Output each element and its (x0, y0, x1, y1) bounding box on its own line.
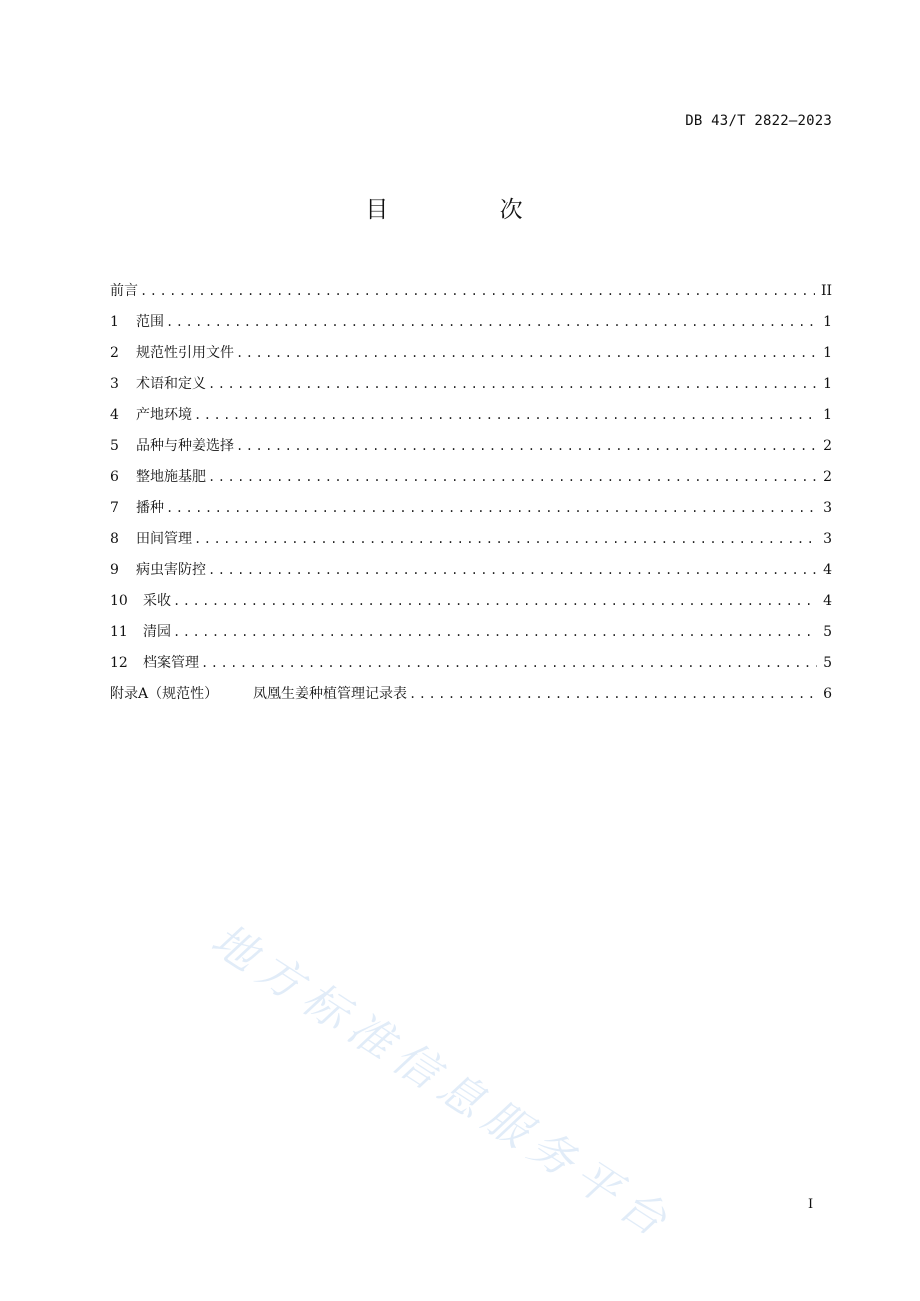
toc-item-page: 4 (823, 593, 832, 609)
toc-item-page: 3 (823, 500, 832, 516)
toc-leader-dots (201, 650, 817, 676)
toc-item-number: 2 (110, 345, 119, 361)
doc-code: DB 43/T 2822—2023 (685, 113, 832, 129)
toc-item-label: 凤凰生姜种植管理记录表 (253, 686, 407, 702)
toc-item-1[interactable] (110, 309, 832, 340)
toc-item-label: 术语和定义 (136, 376, 206, 392)
toc-item-label: 整地施基肥 (136, 469, 206, 485)
toc-item-2[interactable] (110, 340, 832, 371)
toc-leader-dots (236, 433, 817, 459)
toc-item-preface[interactable] (110, 278, 832, 309)
toc-item-3[interactable] (110, 371, 832, 402)
toc-item-page: 1 (823, 376, 832, 392)
toc-item-page: 3 (823, 531, 832, 547)
toc-leader-dots (208, 371, 817, 397)
toc-item-number: 7 (110, 500, 119, 516)
toc-item-number: 11 (110, 624, 128, 640)
toc-item-7[interactable] (110, 495, 832, 526)
toc-leader-dots (166, 309, 817, 335)
toc-item-label: 田间管理 (136, 531, 192, 547)
toc-item-page: 5 (823, 655, 832, 671)
toc-item-number: 12 (110, 655, 128, 671)
toc-list (110, 278, 832, 712)
toc-item-label: 前言 (110, 283, 138, 299)
toc-item-6[interactable] (110, 464, 832, 495)
toc-item-label: 档案管理 (143, 655, 199, 671)
toc-item-number: 5 (110, 438, 119, 454)
toc-item-label: 采收 (143, 593, 171, 609)
page-number: I (808, 1197, 814, 1212)
toc-leader-dots (140, 278, 815, 304)
toc-item-label: 产地环境 (136, 407, 192, 423)
toc-item-number: 8 (110, 531, 119, 547)
toc-item-page: 2 (823, 469, 832, 485)
toc-item-11[interactable] (110, 619, 832, 650)
toc-item-5[interactable] (110, 433, 832, 464)
toc-item-12[interactable] (110, 650, 832, 681)
toc-item-9[interactable] (110, 557, 832, 588)
toc-leader-dots (208, 464, 817, 490)
toc-item-label: 规范性引用文件 (136, 345, 234, 361)
toc-item-page: II (820, 283, 832, 299)
toc-item-8[interactable] (110, 526, 832, 557)
toc-leader-dots (208, 557, 817, 583)
toc-title: 目 次 (365, 197, 575, 223)
toc-item-page: 2 (823, 438, 832, 454)
toc-item-appendix-a[interactable] (110, 681, 832, 712)
toc-item-label: 品种与种姜选择 (136, 438, 234, 454)
toc-item-page: 5 (823, 624, 832, 640)
toc-item-number: 4 (110, 407, 119, 423)
toc-item-page: 1 (823, 314, 832, 330)
toc-item-number: 6 (110, 469, 119, 485)
watermark: 地方标准信息服务平台 (202, 914, 683, 1252)
toc-item-number: 3 (110, 376, 119, 392)
toc-item-number: 附录A（规范性） (110, 686, 219, 702)
toc-leader-dots (194, 402, 817, 428)
toc-item-4[interactable] (110, 402, 832, 433)
toc-item-10[interactable] (110, 588, 832, 619)
toc-item-number: 1 (110, 314, 119, 330)
toc-item-label: 播种 (136, 500, 164, 516)
toc-item-label: 范围 (136, 314, 164, 330)
toc-item-page: 1 (823, 345, 832, 361)
toc-item-number: 9 (110, 562, 119, 578)
toc-leader-dots (236, 340, 817, 366)
toc-leader-dots (409, 681, 817, 707)
toc-leader-dots (173, 619, 817, 645)
toc-item-number: 10 (110, 593, 128, 609)
toc-leader-dots (166, 495, 817, 521)
toc-item-page: 6 (823, 686, 832, 702)
toc-item-label: 清园 (143, 624, 171, 640)
toc-leader-dots (194, 526, 817, 552)
toc-item-page: 4 (823, 562, 832, 578)
toc-item-page: 1 (823, 407, 832, 423)
toc-item-label: 病虫害防控 (136, 562, 206, 578)
toc-leader-dots (173, 588, 817, 614)
